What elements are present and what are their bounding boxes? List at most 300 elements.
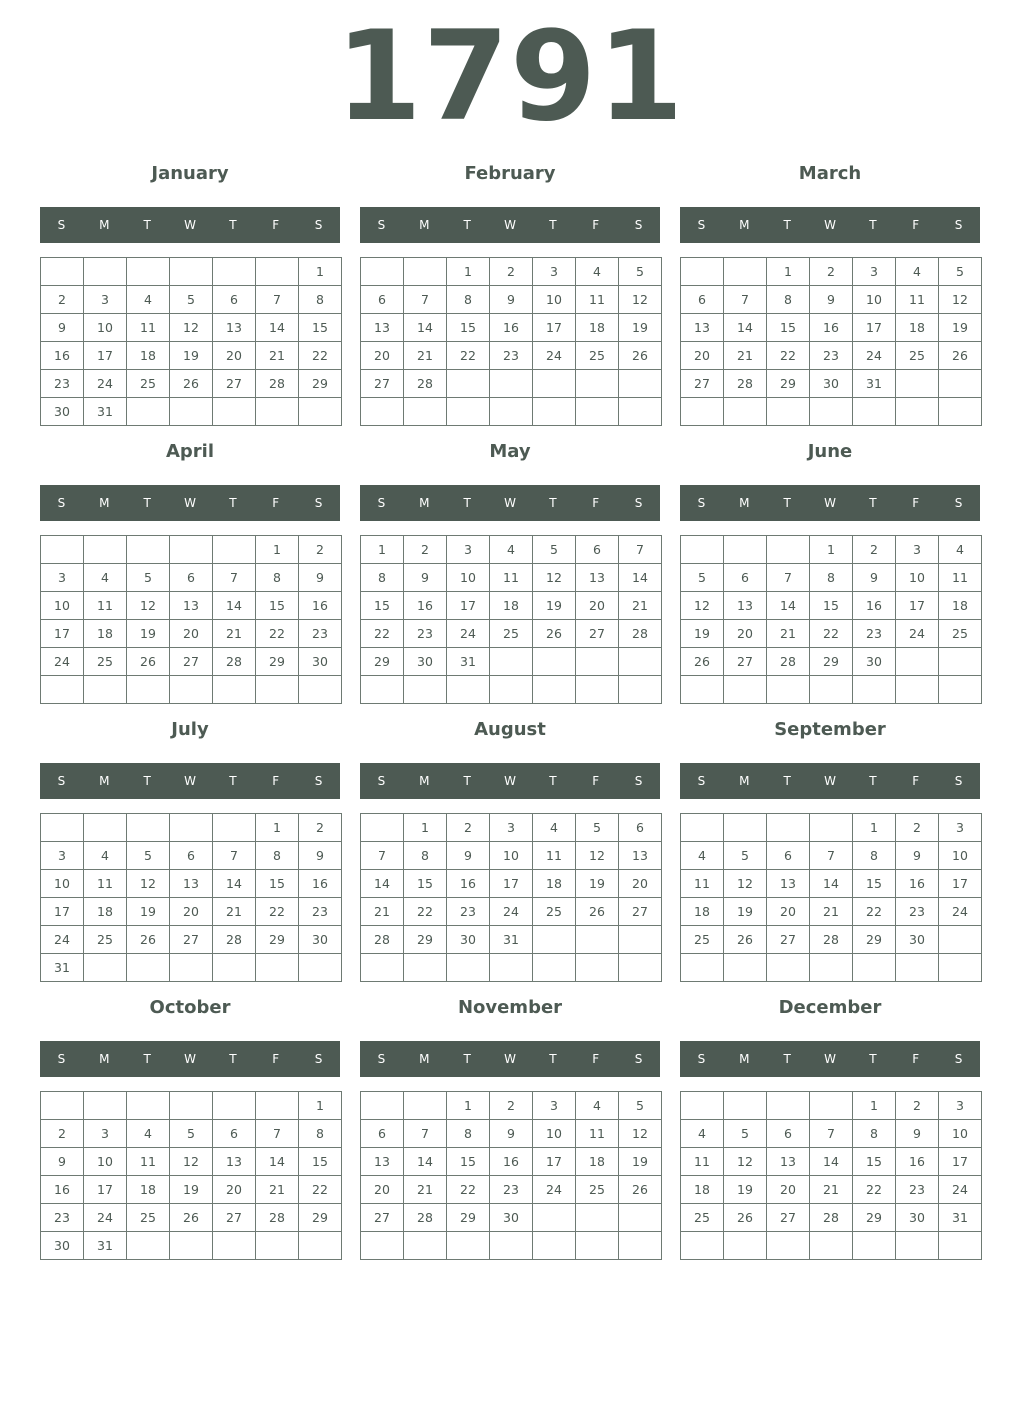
- week-row: [41, 1204, 342, 1232]
- day-cell: 4: [84, 842, 127, 870]
- day-cell: 17: [41, 898, 84, 926]
- week-row: [681, 398, 982, 426]
- day-cell: [256, 398, 299, 426]
- day-cell: 30: [490, 1204, 533, 1232]
- week-row: [681, 676, 982, 704]
- day-cell: 25: [533, 898, 576, 926]
- week-row: [681, 620, 982, 648]
- day-cell: [127, 676, 170, 704]
- day-cell: 22: [256, 620, 299, 648]
- day-cell: 14: [213, 592, 256, 620]
- day-cell: 3: [939, 814, 982, 842]
- day-cell: 29: [447, 1204, 490, 1232]
- day-cell: 26: [619, 1176, 662, 1204]
- day-cell: [170, 258, 213, 286]
- day-cell: [170, 398, 213, 426]
- day-cell: 8: [299, 286, 342, 314]
- day-cell: 18: [681, 898, 724, 926]
- day-cell: [767, 536, 810, 564]
- day-cell: 16: [41, 1176, 84, 1204]
- day-cell: 7: [724, 286, 767, 314]
- day-cell: 5: [681, 564, 724, 592]
- day-cell: 27: [681, 370, 724, 398]
- day-cell: 14: [810, 870, 853, 898]
- day-cell: 17: [853, 314, 896, 342]
- day-cell: 6: [681, 286, 724, 314]
- day-cell: 3: [533, 258, 576, 286]
- day-cell: 4: [127, 1120, 170, 1148]
- day-cell: 16: [810, 314, 853, 342]
- day-cell: 28: [256, 1204, 299, 1232]
- week-row: [361, 1148, 662, 1176]
- day-cell: 2: [404, 536, 447, 564]
- weekday-label: S: [377, 218, 386, 232]
- week-row: [41, 592, 342, 620]
- day-cell: 12: [127, 870, 170, 898]
- day-cell: [127, 1232, 170, 1260]
- weekday-header: [360, 763, 660, 799]
- day-cell: 22: [447, 342, 490, 370]
- weekday-label: S: [697, 774, 706, 788]
- day-cell: 23: [299, 898, 342, 926]
- day-cell: 29: [256, 648, 299, 676]
- day-cell: 26: [681, 648, 724, 676]
- weekday-label: S: [314, 1052, 323, 1066]
- week-row: [361, 1204, 662, 1232]
- weekday-label: S: [314, 218, 323, 232]
- day-cell: 20: [619, 870, 662, 898]
- day-cell: [361, 814, 404, 842]
- day-cell: 2: [490, 1092, 533, 1120]
- day-cell: [299, 954, 342, 982]
- day-cell: 15: [853, 1148, 896, 1176]
- day-cell: 26: [533, 620, 576, 648]
- day-cell: 4: [490, 536, 533, 564]
- day-cell: 8: [447, 1120, 490, 1148]
- day-cell: [533, 676, 576, 704]
- day-cell: 16: [299, 592, 342, 620]
- day-cell: 24: [853, 342, 896, 370]
- weekday-label: T: [783, 1052, 791, 1066]
- day-cell: [724, 398, 767, 426]
- year-title: 1791: [335, 5, 685, 149]
- day-cell: 5: [170, 286, 213, 314]
- month-february: [360, 160, 660, 430]
- day-cell: 3: [853, 258, 896, 286]
- day-cell: 23: [896, 1176, 939, 1204]
- day-cell: 3: [447, 536, 490, 564]
- day-cell: 19: [170, 342, 213, 370]
- day-cell: 5: [127, 842, 170, 870]
- day-cell: 29: [404, 926, 447, 954]
- day-cell: 14: [256, 314, 299, 342]
- week-row: [41, 1120, 342, 1148]
- day-cell: 12: [533, 564, 576, 592]
- day-cell: 16: [490, 314, 533, 342]
- day-cell: 1: [299, 1092, 342, 1120]
- weekday-label: M: [419, 218, 430, 232]
- day-cell: 28: [213, 926, 256, 954]
- day-cell: 4: [127, 286, 170, 314]
- week-row: [361, 870, 662, 898]
- day-cell: 20: [681, 342, 724, 370]
- day-cell: 9: [299, 564, 342, 592]
- weekday-header: [360, 485, 660, 521]
- day-cell: 24: [939, 1176, 982, 1204]
- month-june: [680, 438, 980, 708]
- day-cell: 28: [404, 370, 447, 398]
- day-cell: 7: [810, 1120, 853, 1148]
- day-cell: 19: [533, 592, 576, 620]
- day-cell: [490, 954, 533, 982]
- week-row: [361, 926, 662, 954]
- day-cell: 3: [41, 842, 84, 870]
- day-cell: 23: [853, 620, 896, 648]
- day-cell: 21: [256, 1176, 299, 1204]
- day-cell: 16: [404, 592, 447, 620]
- day-cell: 30: [404, 648, 447, 676]
- day-cell: 12: [127, 592, 170, 620]
- day-cell: 22: [299, 342, 342, 370]
- day-cell: 20: [767, 1176, 810, 1204]
- day-cell: 28: [810, 926, 853, 954]
- day-cell: [127, 954, 170, 982]
- day-cell: 7: [404, 286, 447, 314]
- day-cell: 4: [576, 1092, 619, 1120]
- day-cell: 26: [724, 1204, 767, 1232]
- day-cell: [896, 1232, 939, 1260]
- day-cell: [299, 676, 342, 704]
- weekday-label: S: [697, 1052, 706, 1066]
- day-cell: 11: [681, 870, 724, 898]
- day-cell: 10: [533, 1120, 576, 1148]
- day-cell: 3: [896, 536, 939, 564]
- day-cell: 14: [810, 1148, 853, 1176]
- day-cell: 13: [576, 564, 619, 592]
- weekday-label: T: [143, 1052, 151, 1066]
- day-cell: [619, 370, 662, 398]
- month-name: December: [778, 997, 882, 1018]
- day-cell: 11: [490, 564, 533, 592]
- day-cell: 22: [853, 1176, 896, 1204]
- week-row: [681, 592, 982, 620]
- day-cell: 21: [810, 1176, 853, 1204]
- day-cell: [127, 258, 170, 286]
- day-cell: 27: [361, 1204, 404, 1232]
- day-cell: [681, 258, 724, 286]
- week-row: [361, 648, 662, 676]
- day-cell: [619, 1204, 662, 1232]
- week-row: [41, 258, 342, 286]
- day-cell: 16: [41, 342, 84, 370]
- day-cell: 18: [84, 620, 127, 648]
- day-cell: [213, 1232, 256, 1260]
- day-cell: [41, 258, 84, 286]
- weekday-label: F: [272, 496, 280, 510]
- day-cell: 18: [576, 314, 619, 342]
- day-cell: 24: [447, 620, 490, 648]
- week-row: [41, 286, 342, 314]
- weekday-label: W: [824, 774, 836, 788]
- day-grid: [40, 1091, 342, 1260]
- day-cell: 9: [299, 842, 342, 870]
- day-cell: 11: [896, 286, 939, 314]
- day-cell: 5: [724, 842, 767, 870]
- month-name: March: [798, 163, 862, 184]
- day-cell: [939, 370, 982, 398]
- week-row: [41, 536, 342, 564]
- week-row: [681, 814, 982, 842]
- month-name: June: [807, 441, 853, 462]
- day-cell: 30: [853, 648, 896, 676]
- day-cell: 13: [724, 592, 767, 620]
- day-cell: 23: [810, 342, 853, 370]
- day-cell: 9: [810, 286, 853, 314]
- day-cell: 6: [576, 536, 619, 564]
- week-row: [681, 1148, 982, 1176]
- week-row: [361, 954, 662, 982]
- day-cell: 10: [896, 564, 939, 592]
- weekday-label: T: [463, 218, 471, 232]
- day-cell: 20: [724, 620, 767, 648]
- week-row: [681, 1232, 982, 1260]
- day-cell: 10: [939, 842, 982, 870]
- day-cell: 10: [853, 286, 896, 314]
- day-cell: 10: [84, 1148, 127, 1176]
- day-cell: 18: [896, 314, 939, 342]
- day-cell: [447, 398, 490, 426]
- month-april: [40, 438, 340, 708]
- day-cell: [619, 648, 662, 676]
- day-cell: 23: [490, 342, 533, 370]
- week-row: [41, 676, 342, 704]
- day-cell: 1: [404, 814, 447, 842]
- day-cell: [404, 258, 447, 286]
- week-row: [361, 592, 662, 620]
- day-cell: [681, 954, 724, 982]
- week-row: [361, 258, 662, 286]
- weekday-label: S: [634, 1052, 643, 1066]
- day-cell: 5: [127, 564, 170, 592]
- day-cell: [681, 1092, 724, 1120]
- day-cell: [533, 1232, 576, 1260]
- day-grid: [360, 813, 662, 982]
- weekday-header: [680, 1041, 980, 1077]
- day-cell: 24: [533, 1176, 576, 1204]
- weekday-label: M: [739, 774, 750, 788]
- day-cell: 13: [681, 314, 724, 342]
- day-cell: 11: [681, 1148, 724, 1176]
- weekday-header: [360, 207, 660, 243]
- week-row: [41, 870, 342, 898]
- day-cell: [810, 676, 853, 704]
- weekday-label: T: [869, 774, 877, 788]
- week-row: [41, 842, 342, 870]
- day-cell: [41, 814, 84, 842]
- week-row: [681, 870, 982, 898]
- day-cell: 1: [299, 258, 342, 286]
- day-cell: 19: [724, 1176, 767, 1204]
- day-cell: 15: [447, 1148, 490, 1176]
- week-row: [41, 314, 342, 342]
- day-cell: 7: [404, 1120, 447, 1148]
- day-cell: [724, 954, 767, 982]
- month-name: August: [474, 719, 546, 740]
- day-cell: 27: [576, 620, 619, 648]
- day-cell: 19: [127, 898, 170, 926]
- day-cell: 25: [939, 620, 982, 648]
- day-cell: 8: [853, 1120, 896, 1148]
- day-cell: 21: [361, 898, 404, 926]
- day-cell: 24: [896, 620, 939, 648]
- day-cell: [576, 648, 619, 676]
- weekday-label: F: [592, 496, 600, 510]
- day-cell: 21: [213, 620, 256, 648]
- weekday-label: T: [143, 496, 151, 510]
- day-cell: 19: [170, 1176, 213, 1204]
- month-november: [360, 994, 660, 1264]
- day-cell: 31: [447, 648, 490, 676]
- day-cell: 10: [41, 592, 84, 620]
- month-name: October: [149, 997, 231, 1018]
- day-cell: [810, 954, 853, 982]
- day-cell: 10: [84, 314, 127, 342]
- day-cell: 21: [724, 342, 767, 370]
- day-grid: [680, 257, 982, 426]
- day-cell: 17: [896, 592, 939, 620]
- week-row: [681, 1092, 982, 1120]
- day-cell: 1: [853, 814, 896, 842]
- weekday-label: T: [869, 496, 877, 510]
- day-cell: 23: [41, 370, 84, 398]
- day-cell: [41, 1092, 84, 1120]
- weekday-label: F: [272, 774, 280, 788]
- day-cell: 26: [939, 342, 982, 370]
- day-cell: 12: [724, 870, 767, 898]
- week-row: [681, 314, 982, 342]
- day-cell: 1: [256, 814, 299, 842]
- day-cell: 8: [810, 564, 853, 592]
- weekday-label: F: [912, 496, 920, 510]
- month-january: [40, 160, 340, 430]
- day-cell: 25: [490, 620, 533, 648]
- day-cell: [256, 676, 299, 704]
- day-cell: 6: [724, 564, 767, 592]
- day-cell: 4: [939, 536, 982, 564]
- day-cell: [724, 1232, 767, 1260]
- day-cell: 12: [170, 314, 213, 342]
- day-cell: [619, 676, 662, 704]
- day-cell: 20: [170, 620, 213, 648]
- weekday-label: S: [697, 496, 706, 510]
- day-cell: [84, 676, 127, 704]
- day-cell: [533, 1204, 576, 1232]
- week-row: [41, 926, 342, 954]
- day-cell: 12: [619, 1120, 662, 1148]
- day-cell: 9: [404, 564, 447, 592]
- weekday-label: W: [504, 1052, 516, 1066]
- day-cell: [853, 954, 896, 982]
- day-cell: 31: [84, 1232, 127, 1260]
- day-cell: 8: [447, 286, 490, 314]
- weekday-label: M: [99, 774, 110, 788]
- day-cell: 19: [576, 870, 619, 898]
- day-cell: 24: [41, 926, 84, 954]
- day-cell: 10: [41, 870, 84, 898]
- week-row: [41, 1148, 342, 1176]
- day-cell: 4: [681, 842, 724, 870]
- day-cell: 29: [810, 648, 853, 676]
- weekday-label: T: [229, 774, 237, 788]
- day-cell: [767, 676, 810, 704]
- day-cell: [170, 954, 213, 982]
- day-cell: 3: [533, 1092, 576, 1120]
- day-cell: 29: [767, 370, 810, 398]
- day-cell: 3: [490, 814, 533, 842]
- day-cell: [170, 536, 213, 564]
- week-row: [681, 1204, 982, 1232]
- day-cell: 1: [447, 258, 490, 286]
- day-cell: [170, 1232, 213, 1260]
- day-cell: [767, 954, 810, 982]
- weekday-label: W: [824, 496, 836, 510]
- day-cell: [533, 370, 576, 398]
- day-cell: 19: [619, 1148, 662, 1176]
- day-grid: [680, 1091, 982, 1260]
- day-cell: 15: [810, 592, 853, 620]
- day-cell: 29: [361, 648, 404, 676]
- weekday-label: W: [824, 218, 836, 232]
- day-cell: 6: [619, 814, 662, 842]
- weekday-label: S: [314, 496, 323, 510]
- day-cell: [576, 1232, 619, 1260]
- day-cell: 20: [576, 592, 619, 620]
- day-cell: 13: [213, 1148, 256, 1176]
- day-cell: 29: [853, 926, 896, 954]
- week-row: [41, 1176, 342, 1204]
- day-cell: [896, 676, 939, 704]
- day-cell: 27: [213, 1204, 256, 1232]
- day-cell: 6: [361, 1120, 404, 1148]
- day-cell: 15: [256, 592, 299, 620]
- day-cell: 13: [361, 314, 404, 342]
- day-cell: [127, 1092, 170, 1120]
- day-cell: 22: [256, 898, 299, 926]
- weekday-header: [360, 1041, 660, 1077]
- day-cell: [127, 398, 170, 426]
- day-cell: 30: [41, 398, 84, 426]
- day-cell: 23: [404, 620, 447, 648]
- day-cell: 20: [361, 342, 404, 370]
- day-cell: 9: [41, 314, 84, 342]
- day-cell: 27: [213, 370, 256, 398]
- day-cell: 25: [127, 370, 170, 398]
- day-cell: 25: [681, 926, 724, 954]
- day-cell: 13: [767, 1148, 810, 1176]
- day-cell: 17: [84, 342, 127, 370]
- day-cell: 7: [810, 842, 853, 870]
- week-row: [681, 1120, 982, 1148]
- day-cell: 19: [619, 314, 662, 342]
- day-cell: [361, 1232, 404, 1260]
- weekday-label: T: [463, 496, 471, 510]
- day-cell: [939, 648, 982, 676]
- month-name: May: [489, 441, 531, 462]
- weekday-label: M: [99, 218, 110, 232]
- day-cell: 6: [767, 842, 810, 870]
- weekday-label: S: [634, 218, 643, 232]
- day-grid: [360, 1091, 662, 1260]
